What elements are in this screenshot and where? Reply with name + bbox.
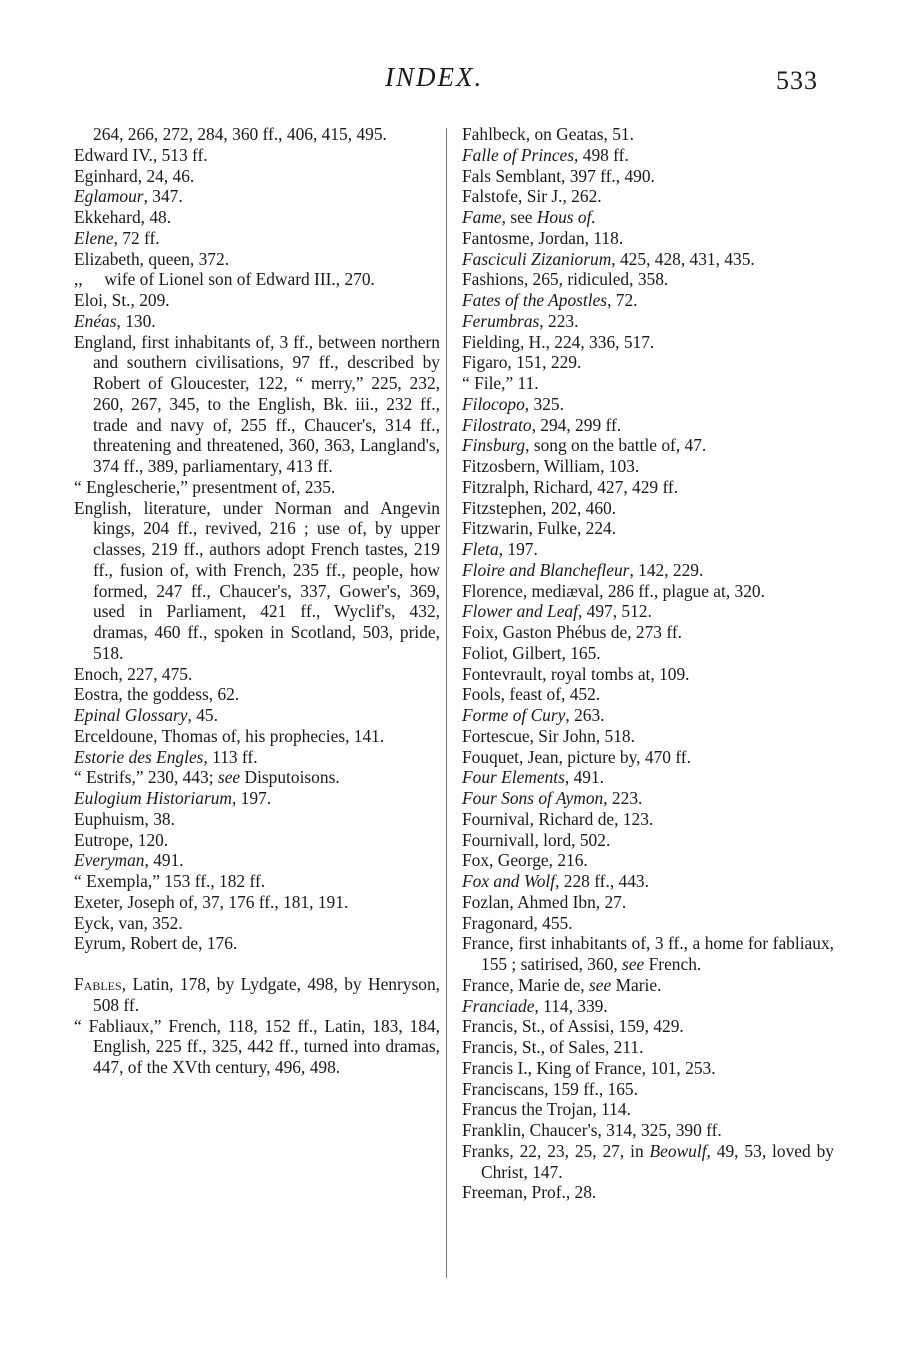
entry-text: Enéas [74, 310, 117, 331]
entry-text: Fitzstephen, 202, 460. [462, 497, 617, 518]
entry-text: , 497, 512. [577, 601, 652, 622]
entry-text: Franciade [462, 995, 535, 1016]
index-entry [462, 518, 834, 539]
entry-text: Franks, 22, 23, 25, 27, in [462, 1140, 650, 1161]
index-entry [74, 228, 440, 249]
entry-text: Finsburg [462, 435, 526, 456]
index-entry [462, 622, 834, 643]
entry-text: Eutrope, 120. [74, 829, 169, 850]
index-entry [74, 207, 440, 228]
entry-text: Filocopo [462, 393, 525, 414]
entry-text: Franciscans, 159 ff., 165. [462, 1078, 638, 1099]
entry-text: France, Marie de, [462, 974, 589, 995]
index-column-right [462, 124, 834, 1203]
entry-text: Fitzwarin, Fulke, 224. [462, 518, 617, 539]
index-entry [462, 311, 834, 332]
index-entry [462, 788, 834, 809]
index-entry [462, 913, 834, 934]
index-entry [462, 560, 834, 581]
entry-text: Floire and Blanchefleur [462, 559, 630, 580]
entry-text: “ Exempla,” 153 ff., 182 ff. [74, 871, 266, 891]
index-entry [74, 477, 440, 498]
index-entry [462, 996, 834, 1017]
index-entry [462, 456, 834, 477]
index-entry [462, 498, 834, 519]
entry-text: , 49, 53, loved by Christ, 147. [481, 1140, 834, 1182]
entry-text: Fitzralph, Richard, 427, 429 ff. [462, 476, 679, 497]
entry-text: Fleta [462, 539, 499, 559]
index-entry [462, 1016, 834, 1037]
entry-text: , 114, 339. [534, 995, 608, 1016]
index-entry [74, 664, 440, 685]
entry-text: , 325. [524, 393, 564, 414]
entry-text: Francus the Trojan, 114. [462, 1099, 631, 1120]
index-entry [462, 767, 834, 788]
entry-text: Epinal Glossary [74, 705, 188, 725]
index-entry [74, 892, 440, 913]
entry-text: Erceldoune, Thomas of, his prophecies, 141. [74, 725, 385, 746]
entry-text: Beowulf [649, 1140, 707, 1161]
index-entry [74, 166, 440, 187]
entry-text: Fox, George, 216. [462, 850, 588, 871]
entry-text: , 197. [231, 788, 272, 808]
index-entry [462, 892, 834, 913]
entry-text: Falstofe, Sir J., 262. [462, 186, 602, 207]
entry-text: Ekkehard, 48. [74, 207, 172, 227]
index-entry [462, 435, 834, 456]
index-entry [74, 684, 440, 705]
index-column-left [74, 124, 440, 1078]
index-entry [462, 1120, 834, 1141]
entry-text: Disputoisons. [240, 767, 340, 788]
index-entry [74, 747, 440, 768]
entry-text: , 130. [116, 310, 156, 331]
entry-text: , song on the battle of, 47. [525, 435, 707, 456]
index-entry [74, 767, 440, 788]
index-entry [74, 830, 440, 851]
index-entry [462, 166, 834, 187]
entry-text: Fables [74, 974, 122, 994]
entry-text: Estorie des Engles [74, 746, 204, 767]
entry-text: “ Englescherie,” presentment of, 235. [74, 476, 336, 497]
index-entry [462, 477, 834, 498]
page-header [0, 62, 900, 102]
entry-text: Eyrum, Robert de, 176. [74, 933, 238, 954]
entry-text: , see [501, 207, 537, 227]
index-entry [74, 705, 440, 726]
entry-text: Fielding, H., 224, 336, 517. [462, 331, 655, 352]
index-entry [74, 332, 440, 477]
entry-text: Fantosme, Jordan, 118. [462, 227, 624, 248]
index-entry [74, 871, 440, 892]
index-entry [462, 684, 834, 705]
index-entry [462, 664, 834, 685]
entry-text: Francis I., King of France, 101, 253. [462, 1057, 716, 1078]
entry-text: , 347. [143, 186, 183, 207]
entry-text: , 72. [607, 290, 638, 310]
index-entry [462, 124, 834, 145]
entry-text: Four Sons of Aymon [462, 788, 604, 808]
entry-text: , Latin, 178, by Lydgate, 498, by Henryson, 508 ff. [93, 974, 440, 1015]
entry-text: Fools, feast of, 452. [462, 684, 601, 705]
index-entry [74, 850, 440, 871]
index-entry [462, 352, 834, 373]
entry-text: Fox and Wolf [462, 871, 556, 891]
entry-text: Falle of Princes [462, 144, 575, 165]
entry-text: English, literature, under Norman and Angevin kings, 204 ff., revived, 216 ; use of, by upper classes, 219 ff., authors adopt French tastes, 219 ff., fusion of, with French, 235 ff., people, how formed, 247 ff., Chaucer's, 337, Gower's, 369, used in Parliament, 421 ff., Wyclif's, 432, dramas, 460 ff., spoken in Scotland, 503, pride, 518. [74, 497, 440, 663]
index-entry [462, 394, 834, 415]
entry-text: , 498 ff. [574, 144, 629, 165]
entry-text: Fragonard, 455. [462, 912, 573, 933]
index-entry [462, 1079, 834, 1100]
index-entry [462, 871, 834, 892]
entry-text: Enoch, 227, 475. [74, 663, 193, 684]
entry-text: Fitzosbern, William, 103. [462, 456, 640, 476]
index-entry [74, 974, 440, 1016]
entry-text: Francis, St., of Assisi, 159, 429. [462, 1016, 684, 1037]
entry-text: Freeman, Prof., 28. [462, 1182, 597, 1203]
index-entry [74, 290, 440, 311]
index-entry [462, 373, 834, 394]
entry-text: see [589, 974, 612, 995]
entry-text: Eginhard, 24, 46. [74, 165, 195, 186]
index-entry [74, 186, 440, 207]
column-divider [446, 128, 447, 1278]
index-entry [74, 498, 440, 664]
index-entry [462, 1037, 834, 1058]
entry-text: France, first inhabitants of, 3 ff., a home for fabliaux, 155 ; satirised, 360, [462, 933, 834, 974]
index-entry [74, 269, 440, 290]
entry-text: , 72 ff. [113, 227, 160, 248]
entry-text: , 142, 229. [629, 559, 704, 580]
entry-text: Fasciculi Zizaniorum [462, 248, 612, 269]
entry-text: Edward IV., 513 ff. [74, 144, 208, 165]
index-entry [462, 539, 834, 560]
entry-text: Euphuism, 38. [74, 808, 175, 829]
index-entry [462, 1099, 834, 1120]
entry-text: , 491. [564, 767, 605, 788]
entry-text: Figaro, 151, 229. [462, 352, 582, 373]
index-entry [462, 228, 834, 249]
entry-text: Foix, Gaston Phébus de, 273 ff. [462, 622, 682, 642]
index-entry [462, 705, 834, 726]
index-entry [462, 269, 834, 290]
index-entry [462, 186, 834, 207]
entry-text: Fozlan, Ahmed Ibn, 27. [462, 891, 627, 912]
entry-text: Florence, mediæval, 286 ff., plague at, 320. [462, 580, 765, 601]
entry-text: Fontevrault, royal tombs at, 109. [462, 663, 690, 684]
index-entry [462, 290, 834, 311]
entry-text: Elizabeth, queen, 372. [74, 248, 230, 269]
entry-text: Fournivall, lord, 502. [462, 829, 611, 850]
page-title: INDEX. [385, 62, 484, 92]
index-entry [462, 1141, 834, 1183]
entry-text: Everyman [74, 850, 145, 871]
index-entry [74, 809, 440, 830]
entry-text: Flower and Leaf [462, 601, 578, 622]
index-entry [74, 1016, 440, 1078]
index-entry [462, 207, 834, 228]
entry-text: , 294, 299 ff. [531, 414, 622, 435]
index-entry [74, 145, 440, 166]
entry-text: Marie. [611, 974, 662, 995]
index-entry [462, 332, 834, 353]
entry-text: Eyck, van, 352. [74, 912, 183, 933]
entry-text: 264, 266, 272, 284, 360 ff., 406, 415, 495. [93, 124, 387, 144]
entry-text: Francis, St., of Sales, 211. [462, 1037, 644, 1057]
index-entry [462, 850, 834, 871]
entry-text: , 113 ff. [203, 746, 258, 767]
entry-text: Eglamour [74, 186, 144, 207]
entry-text: Forme of Cury [462, 705, 566, 725]
entry-text: see [217, 767, 241, 788]
entry-text: , 197. [498, 539, 538, 559]
index-entry [74, 124, 440, 145]
index-entry [462, 643, 834, 664]
entry-text: Four Elements [462, 767, 565, 788]
index-entry [462, 830, 834, 851]
entry-text: , 491. [144, 850, 184, 871]
entry-text: Fame [462, 207, 502, 227]
index-entry [462, 145, 834, 166]
index-entry [462, 1058, 834, 1079]
entry-text: England, first inhabitants of, 3 ff., between northern and southern civilisations, 97 ff., described by Robert of Gloucester, 122, “ merry,” 225, 232, 260, 267, 345, to the English, Bk. iii., 232 ff., trade and navy of, 255 ff., Chaucer's, 314 ff., threatening and threatened, 360, 363, Langland's, 374 ff., 389, parliamentary, 413 ff. [74, 331, 440, 476]
index-entry [462, 726, 834, 747]
index-entry [74, 726, 440, 747]
entry-text: Fouquet, Jean, picture by, 470 ff. [462, 746, 691, 767]
index-entry [462, 1182, 834, 1203]
index-entry [462, 415, 834, 436]
index-entry [74, 913, 440, 934]
entry-text: , 223. [603, 788, 643, 808]
entry-text: , 228 ff., 443. [555, 871, 649, 891]
entry-text: Eulogium Historiarum [74, 788, 232, 808]
entry-text: see [622, 954, 645, 974]
entry-text: Eloi, St., 209. [74, 290, 170, 310]
index-entry [74, 788, 440, 809]
index-entry [74, 249, 440, 270]
entry-text: Fahlbeck, on Geatas, 51. [462, 124, 634, 144]
entry-text: Fashions, 265, ridiculed, 358. [462, 269, 669, 290]
index-entry [462, 933, 834, 975]
entry-text: “ Estrifs,” 230, 443; [74, 767, 218, 788]
entry-text: Hous of. [536, 207, 596, 227]
entry-text: Fortescue, Sir John, 518. [462, 725, 635, 746]
index-entry [462, 809, 834, 830]
entry-text: “ Fabliaux,” French, 118, 152 ff., Latin, 183, 184, English, 225 ff., 325, 442 ff., turned into dramas, 447, of the XVth century, 496, 498. [74, 1015, 440, 1077]
index-entry [462, 581, 834, 602]
index-entry [462, 975, 834, 996]
entry-text: Eostra, the goddess, 62. [74, 684, 240, 705]
index-entry [74, 933, 440, 954]
entry-text: , 263. [565, 705, 605, 725]
entry-text: Franklin, Chaucer's, 314, 325, 390 ff. [462, 1120, 722, 1140]
index-entry [462, 747, 834, 768]
entry-text: Ferumbras [462, 310, 540, 331]
entry-text: Foliot, Gilbert, 165. [462, 642, 601, 663]
index-entry [462, 601, 834, 622]
entry-text: ,, wife of Lionel son of Edward III., 270. [74, 269, 375, 290]
entry-text: Elene [74, 227, 114, 248]
entry-text: Fals Semblant, 397 ff., 490. [462, 165, 655, 186]
entry-text: Fates of the Apostles [462, 290, 608, 310]
entry-text: , 223. [539, 310, 579, 331]
index-entry [462, 249, 834, 270]
entry-text: Exeter, Joseph of, 37, 176 ff., 181, 191. [74, 891, 349, 912]
entry-text: “ File,” 11. [462, 373, 539, 393]
entry-text: , 425, 428, 431, 435. [611, 248, 755, 269]
entry-text: French. [644, 954, 702, 974]
index-entry [74, 311, 440, 332]
entry-text: Filostrato [462, 414, 532, 435]
entry-text: Fournival, Richard de, 123. [462, 808, 654, 829]
page-number: 533 [776, 66, 818, 95]
entry-text: , 45. [187, 705, 218, 725]
